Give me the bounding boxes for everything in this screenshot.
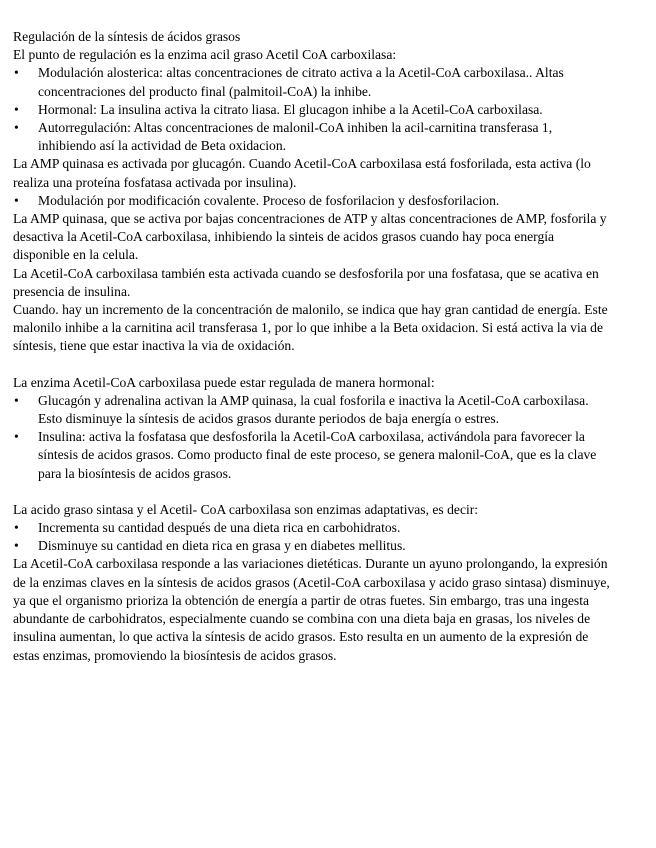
ampk-paragraph-2: La AMP quinasa, que se activa por bajas concentraciones de ATP y altas concentraciones de AMP, fosforila y desactiva la Acetil-CoA carboxilasa, inhibiendo la sinteis de acidos grasos cuando hay poca energía disponible en la celula. bbox=[13, 211, 607, 263]
phosphatase-paragraph: La Acetil-CoA carboxilasa también esta activada cuando se desfosforila por una fosfatasa, que se acativa en presencia de insulina. bbox=[13, 265, 599, 299]
intro-paragraph: El punto de regulación es la enzima acil graso Acetil CoA carboxilasa: bbox=[13, 47, 397, 63]
list-item: • Disminuye su cantidad en dieta rica en grasa y en diabetes mellitus. bbox=[13, 537, 613, 555]
list-item: • Glucagón y adrenalina activan la AMP quinasa, la cual fosforila e inactiva la Acetil-CoA carboxilasa. Esto disminuye la síntesis de acidos grasos durante periodos de baja energía o estres. bbox=[13, 392, 613, 428]
list-item: • Autorregulación: Altas concentraciones de malonil-CoA inhiben la acil-carnitina transferasa 1, inhibiendo así la actividad de Beta oxidacion. bbox=[13, 119, 613, 155]
document-page bbox=[13, 28, 613, 665]
list-item: • Modulación por modificación covalente. Proceso de fosforilacion y desfosforilacion. bbox=[13, 192, 613, 210]
malonyl-paragraph: Cuando. hay un incremento de la concentración de malonilo, se indica que hay gran cantidad de energía. Este malonilo inhibe a la carnitina acil transferasa 1, por lo que inhibe a la Beta oxidacion. Si está activa la via de síntesis, tiene que estar inactiva la via de oxidación. bbox=[13, 302, 608, 354]
blank-line bbox=[13, 483, 613, 501]
adaptive-list bbox=[13, 519, 613, 555]
blank-line bbox=[13, 356, 613, 374]
covalent-modification-list bbox=[13, 192, 613, 210]
document-title: Regulación de la síntesis de ácidos grasos bbox=[13, 29, 241, 44]
adaptive-intro: La acido graso sintasa y el Acetil- CoA carboxilasa son enzimas adaptativas, es decir: bbox=[13, 501, 479, 517]
final-paragraph: La Acetil-CoA carboxilasa responde a las variaciones dietéticas. Durante un ayuno prolongando, la expresión de la enzimas claves en la síntesis de acidos grasos (Acetil-CoA carboxilasa y acido graso sintasa) disminuye, ya que el organismo prioriza la obtención de energía a partir de otras fuetes. Sin embargo, tras una ingesta abundante de carbohidratos, especialmente cuando se combina con una dieta baja en grasas, los niveles de insulina aumentan, lo que activa la síntesis de acido grasos. Esto resulta en un aumento de la expresión de estas enzimas, promoviendo la biosíntesis de acidos grasos. bbox=[13, 556, 610, 663]
hormonal-intro: La enzima Acetil-CoA carboxilasa puede estar regulada de manera hormonal: bbox=[13, 374, 435, 390]
hormonal-list bbox=[13, 392, 613, 483]
list-item: • Hormonal: La insulina activa la citrato liasa. El glucagon inhibe a la Acetil-CoA carboxilasa. bbox=[13, 101, 613, 119]
list-item: • Incrementa su cantidad después de una dieta rica en carbohidratos. bbox=[13, 519, 613, 537]
regulation-list bbox=[13, 64, 613, 155]
ampk-paragraph-1: La AMP quinasa es activada por glucagón. Cuando Acetil-CoA carboxilasa está fosforilada, esta activa (lo realiza una proteína fosfatasa activada por insulina). bbox=[13, 156, 591, 190]
list-item: • Modulación alosterica: altas concentraciones de citrato activa a la Acetil-CoA carboxilasa.. Altas concentraciones del producto final (palmitoil-CoA) la inhibe. bbox=[13, 64, 613, 100]
list-item: • Insulina: activa la fosfatasa que desfosforila la Acetil-CoA carboxilasa, activándola para favorecer la síntesis de acidos grasos. Como producto final de este proceso, se genera malonil-CoA, que es la clave para la biosíntesis de acidos grasos. bbox=[13, 428, 613, 483]
